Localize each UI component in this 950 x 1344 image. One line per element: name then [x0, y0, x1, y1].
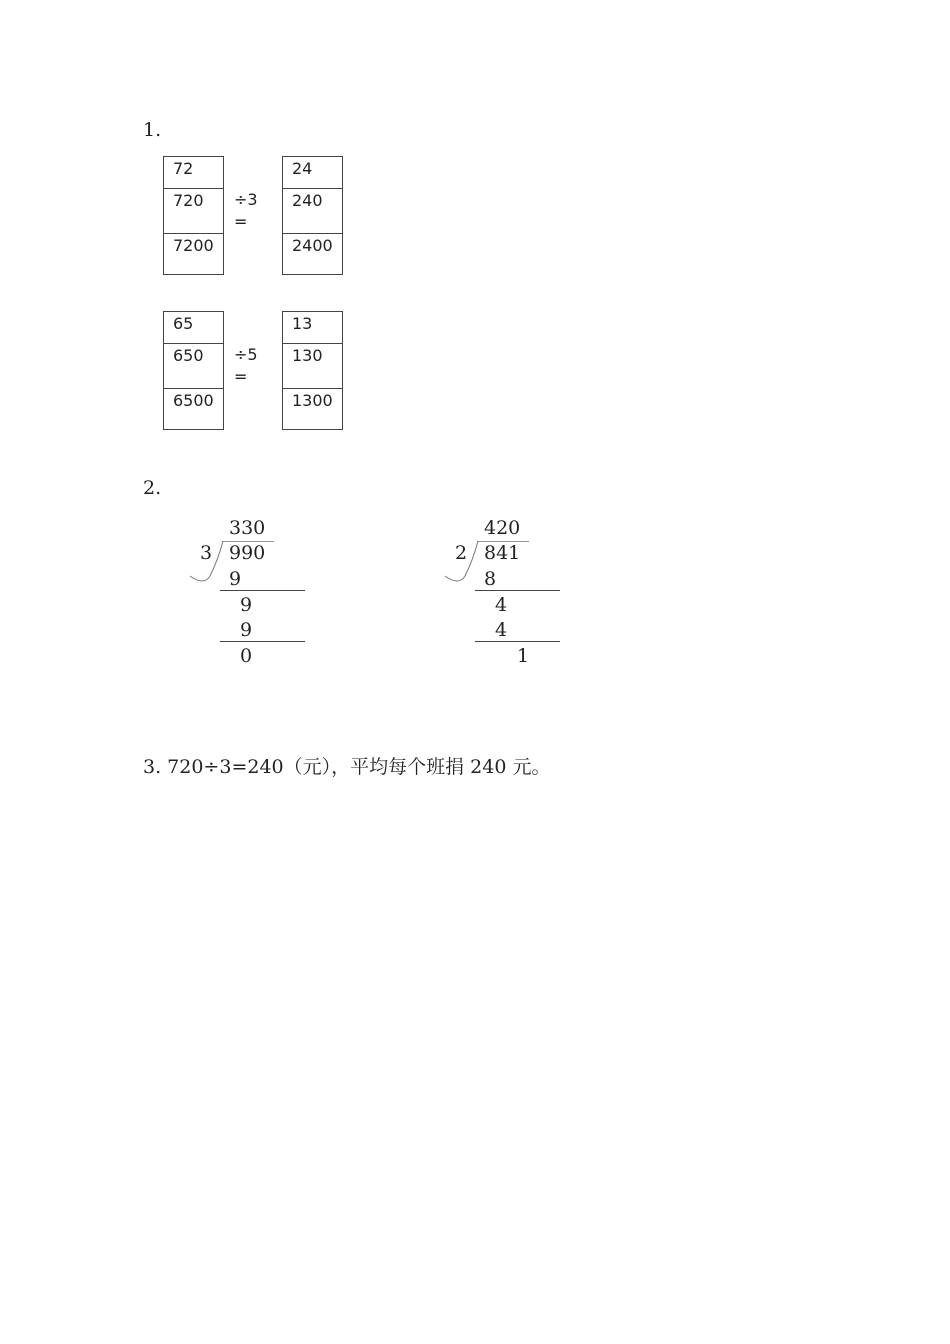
division1-step: 9 [240, 594, 253, 616]
q1-group2-right-cell: 130 [283, 344, 342, 389]
division2-step: 8 [484, 568, 497, 590]
question-1-number: 1. [143, 119, 162, 141]
q1-group2-left-cell: 65 [164, 312, 223, 344]
q1-group1-right-cell: 2400 [292, 236, 333, 255]
division1-dividend: 990 [229, 542, 266, 564]
division1-divisor: 3 [200, 542, 213, 564]
division1-line [220, 641, 305, 642]
division2-line [475, 641, 560, 642]
division1-line [220, 590, 305, 591]
question-3-answer: 3. 720÷3=240（元），平均每个班捐 240 元。 [143, 756, 551, 778]
division2-remainder: 1 [517, 645, 530, 667]
division2-line [475, 590, 560, 591]
q1-group1-left-cell: 7200 [173, 236, 214, 255]
q1-group1-right-cell: 240 [283, 189, 342, 234]
q1-group2-left-cell: 6500 [173, 391, 214, 410]
division1-step: 9 [229, 568, 242, 590]
q1-group2-right-cell: 13 [283, 312, 342, 344]
division1-quotient: 330 [229, 517, 266, 539]
q1-group1-right-cell: 24 [283, 157, 342, 189]
q1-group2-left-box [163, 311, 224, 430]
division2-bracket-icon [443, 540, 483, 586]
q1-group1-left-cell: 72 [164, 157, 223, 189]
division1-remainder: 0 [240, 645, 253, 667]
q1-group2-operator: ÷5= [234, 345, 258, 386]
division2-step: 4 [495, 594, 508, 616]
question-2-number: 2. [143, 477, 162, 499]
division2-dividend: 841 [484, 542, 521, 564]
division2-divisor: 2 [455, 542, 468, 564]
q1-group2-right-cell: 1300 [292, 391, 333, 410]
division1-step: 9 [240, 619, 253, 641]
division2-step: 4 [495, 619, 508, 641]
q1-group1-left-cell: 720 [164, 189, 223, 234]
q1-group2-left-cell: 650 [164, 344, 223, 389]
q1-group1-left-box [163, 156, 224, 275]
q1-group1-operator: ÷3= [234, 190, 258, 231]
division1-bracket-icon [188, 540, 228, 586]
division2-quotient: 420 [484, 517, 521, 539]
q1-group2-right-box [282, 311, 343, 430]
q1-group1-right-box [282, 156, 343, 275]
